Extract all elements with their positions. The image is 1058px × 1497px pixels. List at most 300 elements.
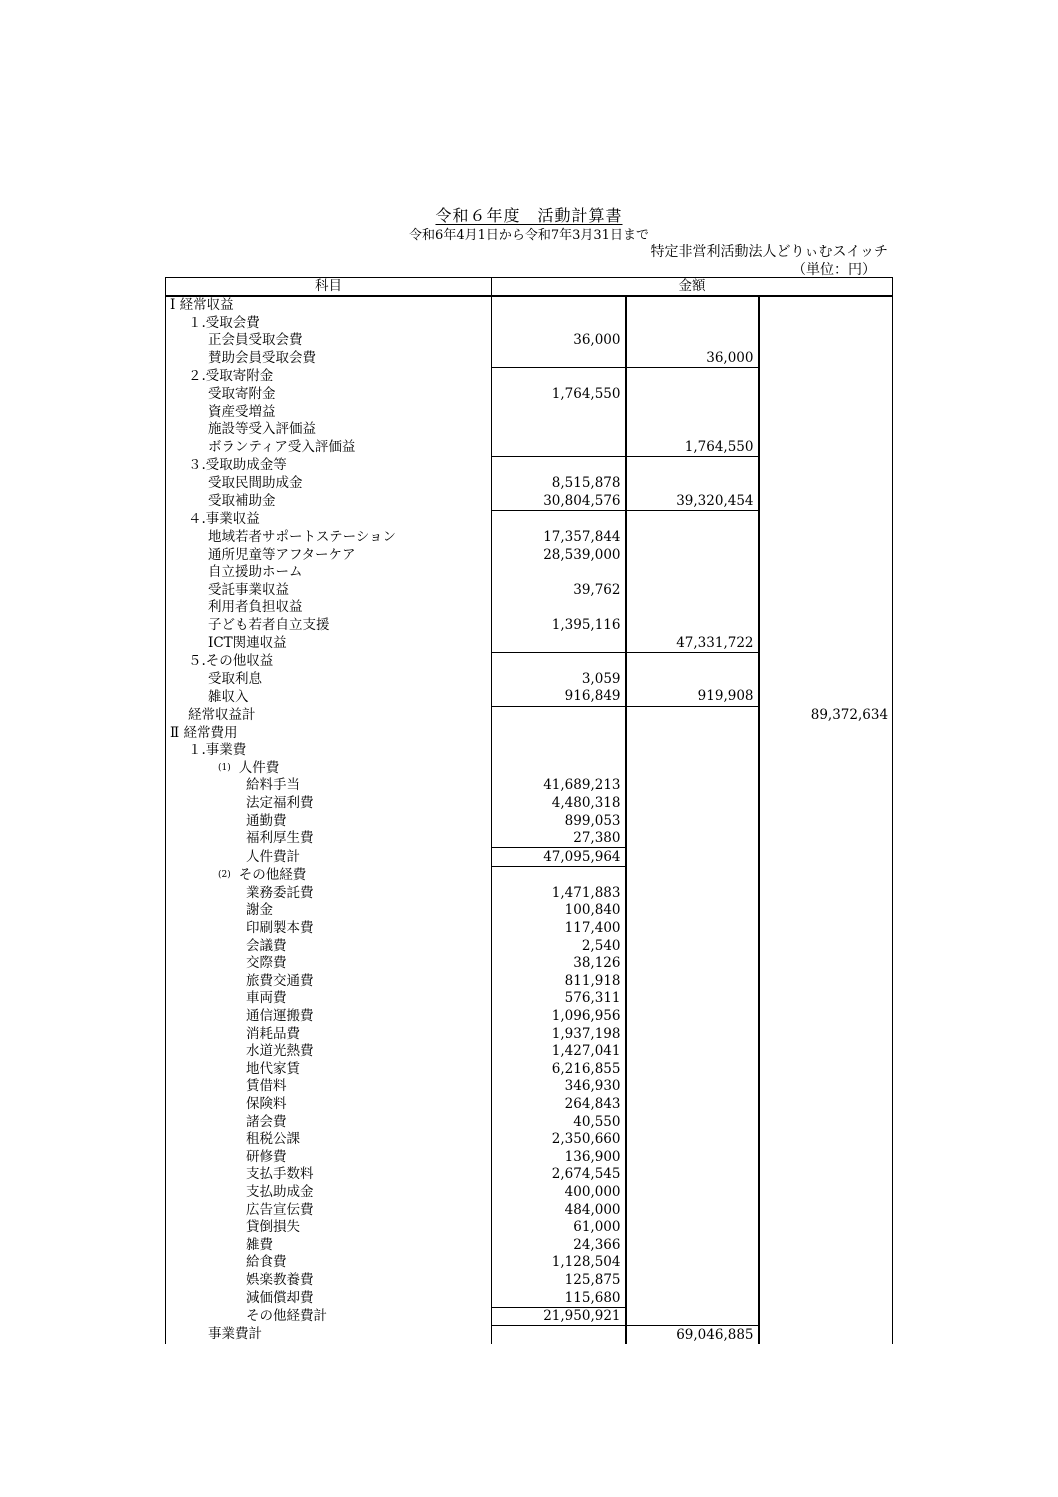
amount-col-2 — [626, 332, 759, 350]
row-subject — [166, 812, 492, 830]
row-label: 研修費 — [246, 1148, 287, 1165]
row-subject — [166, 1184, 492, 1202]
table-row — [166, 848, 893, 867]
amount-col-1 — [492, 599, 626, 617]
amount-col-1: 38,126 — [492, 955, 626, 973]
amount-col-3 — [759, 457, 893, 475]
row-label: Ⅱ 経常費用 — [170, 724, 238, 741]
amount-col-1: 61,000 — [492, 1219, 626, 1237]
table-row — [166, 617, 893, 635]
row-subject — [166, 848, 492, 867]
table-row — [166, 475, 893, 493]
row-label: 支払助成金 — [246, 1183, 314, 1200]
row-subject — [166, 1061, 492, 1079]
amount-col-1: 17,357,844 — [492, 529, 626, 547]
row-label: 通所児童等アフターケア — [208, 546, 356, 563]
table-row — [166, 973, 893, 991]
row-label: Ⅰ 経常収益 — [170, 297, 234, 314]
amount-col-1: 125,875 — [492, 1272, 626, 1290]
row-subject — [166, 421, 492, 439]
row-label: 給料手当 — [246, 777, 300, 794]
amount-col-2 — [626, 296, 759, 315]
table-row — [166, 990, 893, 1008]
amount-col-2 — [626, 812, 759, 830]
table-row — [166, 1025, 893, 1043]
amount-col-3 — [759, 439, 893, 457]
row-subject — [166, 1043, 492, 1061]
table-row — [166, 652, 893, 670]
amount-col-1: 100,840 — [492, 902, 626, 920]
table-row — [166, 1236, 893, 1254]
row-subject — [166, 795, 492, 813]
row-label: 交際費 — [246, 955, 287, 972]
table-row — [166, 795, 893, 813]
amount-col-3 — [759, 688, 893, 706]
amount-col-2 — [626, 990, 759, 1008]
amount-col-1: 28,539,000 — [492, 546, 626, 564]
row-label: 自立援助ホーム — [208, 564, 303, 581]
amount-col-3 — [759, 617, 893, 635]
row-subject — [166, 564, 492, 582]
amount-col-1 — [492, 867, 626, 885]
amount-col-2: 919,908 — [626, 688, 759, 706]
amount-col-3 — [759, 1201, 893, 1219]
table-row — [166, 582, 893, 600]
row-subject — [166, 1149, 492, 1167]
row-subject — [166, 885, 492, 903]
amount-col-3 — [759, 315, 893, 333]
amount-col-1: 1,471,883 — [492, 885, 626, 903]
amount-col-3 — [759, 830, 893, 848]
table-row — [166, 296, 893, 315]
amount-col-1 — [492, 634, 626, 652]
row-subject — [166, 1254, 492, 1272]
table-row — [166, 920, 893, 938]
amount-col-3 — [759, 742, 893, 760]
row-subject — [166, 688, 492, 706]
amount-col-1 — [492, 759, 626, 777]
row-label: 旅費交通費 — [246, 972, 314, 989]
amount-col-3 — [759, 493, 893, 511]
amount-col-2 — [626, 1219, 759, 1237]
amount-col-2 — [626, 404, 759, 422]
row-label: 通信運搬費 — [246, 1008, 314, 1025]
table-header-row — [166, 278, 893, 297]
amount-col-3 — [759, 920, 893, 938]
amount-col-3 — [759, 867, 893, 885]
amount-col-2 — [626, 617, 759, 635]
row-label: その他経費計 — [246, 1308, 327, 1325]
row-label: 娯楽教養費 — [246, 1271, 314, 1288]
amount-col-1 — [492, 350, 626, 368]
amount-col-2 — [626, 652, 759, 670]
row-label: 会議費 — [246, 937, 287, 954]
unit-label: （単位：円） — [792, 262, 876, 278]
amount-col-1: 4,480,318 — [492, 795, 626, 813]
row-subject — [166, 493, 492, 511]
row-subject — [166, 1326, 492, 1344]
table-row — [166, 724, 893, 742]
amount-col-1: 2,540 — [492, 937, 626, 955]
amount-col-2 — [626, 1254, 759, 1272]
table-row — [166, 1201, 893, 1219]
amount-col-2 — [626, 955, 759, 973]
amount-col-1: 1,427,041 — [492, 1043, 626, 1061]
amount-col-1 — [492, 724, 626, 742]
amount-col-2 — [626, 546, 759, 564]
amount-col-1: 2,350,660 — [492, 1131, 626, 1149]
row-label: 消耗品費 — [246, 1025, 300, 1042]
amount-col-1: 24,366 — [492, 1236, 626, 1254]
amount-col-1 — [492, 404, 626, 422]
row-label: 租税公課 — [246, 1131, 300, 1148]
table-row — [166, 368, 893, 386]
table-row — [166, 867, 893, 885]
amount-col-3 — [759, 421, 893, 439]
amount-col-3 — [759, 582, 893, 600]
amount-col-3 — [759, 777, 893, 795]
row-subject — [166, 724, 492, 742]
row-subject — [166, 546, 492, 564]
amount-col-2 — [626, 1131, 759, 1149]
row-subject — [166, 315, 492, 333]
amount-col-1: 39,762 — [492, 582, 626, 600]
amount-col-2: 39,320,454 — [626, 493, 759, 511]
statement-body — [166, 296, 893, 1344]
amount-col-2 — [626, 1272, 759, 1290]
amount-col-3 — [759, 1272, 893, 1290]
amount-col-3 — [759, 885, 893, 903]
row-subject — [166, 404, 492, 422]
amount-col-1: 899,053 — [492, 812, 626, 830]
row-label: 印刷製本費 — [246, 920, 314, 937]
row-subject — [166, 777, 492, 795]
table-row — [166, 1078, 893, 1096]
amount-col-1: 136,900 — [492, 1149, 626, 1167]
row-label: 人件費 — [238, 759, 280, 776]
table-row — [166, 1184, 893, 1202]
amount-col-2 — [626, 724, 759, 742]
table-row — [166, 386, 893, 404]
amount-col-2 — [626, 902, 759, 920]
amount-col-2 — [626, 706, 759, 724]
amount-col-2: 36,000 — [626, 350, 759, 368]
row-label: 子ども若者自立支援 — [208, 616, 330, 633]
row-subject — [166, 386, 492, 404]
table-row — [166, 937, 893, 955]
row-subject — [166, 670, 492, 688]
amount-col-3 — [759, 546, 893, 564]
amount-col-2 — [626, 1008, 759, 1026]
amount-col-2 — [626, 1166, 759, 1184]
amount-col-2 — [626, 973, 759, 991]
amount-col-3 — [759, 848, 893, 867]
amount-col-1 — [492, 706, 626, 724]
table-row — [166, 812, 893, 830]
amount-col-3 — [759, 350, 893, 368]
row-label: 法定福利費 — [246, 794, 314, 811]
row-subject — [166, 617, 492, 635]
row-label: ５.その他収益 — [188, 652, 274, 669]
table-row — [166, 1043, 893, 1061]
row-label: 地代家賃 — [246, 1060, 300, 1077]
table-row — [166, 599, 893, 617]
amount-col-1 — [492, 564, 626, 582]
row-subject — [166, 350, 492, 368]
amount-col-3 — [759, 812, 893, 830]
amount-column-header: 金額 — [492, 278, 893, 297]
amount-col-3 — [759, 1096, 893, 1114]
table-row — [166, 1307, 893, 1326]
amount-col-3 — [759, 1236, 893, 1254]
amount-col-1 — [492, 652, 626, 670]
table-row — [166, 742, 893, 760]
table-row — [166, 1149, 893, 1167]
amount-col-2 — [626, 1184, 759, 1202]
row-subject — [166, 742, 492, 760]
row-label: 受取寄附金 — [208, 386, 276, 403]
row-subject — [166, 902, 492, 920]
amount-col-2 — [626, 315, 759, 333]
row-label: 支払手数料 — [246, 1166, 314, 1183]
amount-col-2 — [626, 582, 759, 600]
amount-col-1: 576,311 — [492, 990, 626, 1008]
amount-col-3 — [759, 1254, 893, 1272]
amount-col-3 — [759, 652, 893, 670]
amount-col-3 — [759, 1078, 893, 1096]
amount-col-2: 69,046,885 — [626, 1326, 759, 1344]
row-label: １.受取会費 — [188, 314, 260, 331]
row-label: 地域若者サポートステーション — [208, 529, 397, 546]
amount-col-3 — [759, 599, 893, 617]
amount-col-3 — [759, 1149, 893, 1167]
row-subject — [166, 990, 492, 1008]
amount-col-3 — [759, 955, 893, 973]
amount-col-3 — [759, 368, 893, 386]
row-label: 事業費計 — [208, 1326, 262, 1343]
amount-col-2 — [626, 885, 759, 903]
table-row — [166, 634, 893, 652]
row-label: その他経費 — [238, 867, 307, 884]
amount-col-3 — [759, 1008, 893, 1026]
amount-col-2 — [626, 457, 759, 475]
amount-col-3 — [759, 902, 893, 920]
row-label: 利用者負担収益 — [208, 599, 303, 616]
amount-col-1: 27,380 — [492, 830, 626, 848]
row-subject — [166, 1008, 492, 1026]
row-label: 正会員受取会費 — [208, 332, 303, 349]
row-label: ４.事業収益 — [188, 511, 260, 528]
amount-col-2 — [626, 529, 759, 547]
row-subject — [166, 759, 492, 777]
row-subject — [166, 599, 492, 617]
table-row — [166, 1113, 893, 1131]
amount-col-1: 916,849 — [492, 688, 626, 706]
row-subject — [166, 1166, 492, 1184]
row-subject — [166, 1201, 492, 1219]
table-row — [166, 511, 893, 529]
amount-col-1: 2,674,545 — [492, 1166, 626, 1184]
table-row — [166, 688, 893, 706]
row-subject — [166, 830, 492, 848]
amount-col-2 — [626, 795, 759, 813]
row-label: ICT関連収益 — [208, 634, 287, 651]
amount-col-3 — [759, 1184, 893, 1202]
row-subject — [166, 457, 492, 475]
table-row — [166, 350, 893, 368]
row-label: 貸倒損失 — [246, 1219, 300, 1236]
amount-col-3 — [759, 1289, 893, 1307]
row-subject — [166, 937, 492, 955]
row-subject — [166, 706, 492, 724]
row-label: 資産受増益 — [208, 403, 276, 420]
amount-col-2 — [626, 830, 759, 848]
table-row — [166, 1166, 893, 1184]
amount-col-1 — [492, 457, 626, 475]
row-label: 給食費 — [246, 1254, 287, 1271]
table-row — [166, 1061, 893, 1079]
amount-col-1: 115,680 — [492, 1289, 626, 1307]
amount-col-1 — [492, 315, 626, 333]
row-label: 人件費計 — [246, 848, 300, 865]
amount-col-1: 47,095,964 — [492, 848, 626, 867]
amount-col-3 — [759, 1131, 893, 1149]
row-subject — [166, 955, 492, 973]
amount-col-2 — [626, 1025, 759, 1043]
amount-col-1: 6,216,855 — [492, 1061, 626, 1079]
row-label: 福利厚生費 — [246, 830, 314, 847]
amount-col-2 — [626, 848, 759, 867]
amount-col-3 — [759, 1061, 893, 1079]
row-label: 受託事業収益 — [208, 581, 289, 598]
amount-col-3 — [759, 511, 893, 529]
amount-col-3: 89,372,634 — [759, 706, 893, 724]
amount-col-2 — [626, 1113, 759, 1131]
amount-col-1: 1,395,116 — [492, 617, 626, 635]
table-row — [166, 1008, 893, 1026]
row-label: 受取利息 — [208, 670, 262, 687]
table-row — [166, 546, 893, 564]
amount-col-3 — [759, 973, 893, 991]
subsection-marker: (1) — [218, 762, 231, 773]
row-subject — [166, 296, 492, 315]
amount-col-1: 30,804,576 — [492, 493, 626, 511]
row-label: 経常収益計 — [188, 706, 256, 723]
row-subject — [166, 439, 492, 457]
table-row — [166, 670, 893, 688]
row-label: 通勤費 — [246, 812, 287, 829]
amount-col-1: 41,689,213 — [492, 777, 626, 795]
table-row — [166, 1326, 893, 1344]
amount-col-3 — [759, 386, 893, 404]
amount-col-3 — [759, 404, 893, 422]
table-row — [166, 529, 893, 547]
row-subject — [166, 332, 492, 350]
amount-col-2 — [626, 564, 759, 582]
amount-col-1: 346,930 — [492, 1078, 626, 1096]
amount-col-1 — [492, 439, 626, 457]
table-row — [166, 1254, 893, 1272]
subject-column-header: 科目 — [166, 278, 492, 297]
table-row — [166, 439, 893, 457]
amount-col-2 — [626, 475, 759, 493]
amount-col-3 — [759, 1326, 893, 1344]
row-label: ３.受取助成金等 — [188, 457, 287, 474]
amount-col-3 — [759, 1307, 893, 1326]
amount-col-1: 400,000 — [492, 1184, 626, 1202]
row-subject — [166, 1236, 492, 1254]
amount-col-2 — [626, 421, 759, 439]
row-label: ２.受取寄附金 — [188, 368, 274, 385]
row-label: 減価償却費 — [246, 1289, 314, 1306]
amount-col-2 — [626, 386, 759, 404]
fiscal-period: 令和6年4月1日から令和7年3月31日まで — [409, 228, 649, 243]
amount-col-2 — [626, 937, 759, 955]
row-label: 広告宣伝費 — [246, 1201, 314, 1218]
row-subject — [166, 1272, 492, 1290]
row-label: 謝金 — [246, 902, 273, 919]
table-row — [166, 706, 893, 724]
amount-col-2 — [626, 920, 759, 938]
row-subject — [166, 1096, 492, 1114]
row-label: 受取補助金 — [208, 493, 276, 510]
amount-col-3 — [759, 1166, 893, 1184]
amount-col-1 — [492, 742, 626, 760]
amount-col-3 — [759, 670, 893, 688]
table-row — [166, 1272, 893, 1290]
amount-col-1: 1,128,504 — [492, 1254, 626, 1272]
organization-name: 特定非営利活動法人どりぃむスイッチ — [650, 244, 888, 260]
amount-col-3 — [759, 1113, 893, 1131]
amount-col-1: 1,764,550 — [492, 386, 626, 404]
row-subject — [166, 1078, 492, 1096]
row-subject — [166, 1219, 492, 1237]
row-label: 雑費 — [246, 1236, 273, 1253]
row-subject — [166, 511, 492, 529]
row-label: 水道光熱費 — [246, 1043, 314, 1060]
amount-col-1 — [492, 421, 626, 439]
table-row — [166, 759, 893, 777]
table-row — [166, 457, 893, 475]
amount-col-1: 264,843 — [492, 1096, 626, 1114]
activity-statement-table — [165, 277, 893, 1344]
document-title: 令和６年度 活動計算書 — [435, 206, 623, 225]
table-row — [166, 315, 893, 333]
amount-col-1 — [492, 511, 626, 529]
amount-col-1: 1,937,198 — [492, 1025, 626, 1043]
amount-col-2 — [626, 1061, 759, 1079]
amount-col-2 — [626, 1149, 759, 1167]
table-row — [166, 777, 893, 795]
row-label: 施設等受入評価益 — [208, 421, 316, 438]
amount-col-2 — [626, 1078, 759, 1096]
amount-col-2 — [626, 368, 759, 386]
amount-col-3 — [759, 795, 893, 813]
table-row — [166, 1219, 893, 1237]
amount-col-2 — [626, 511, 759, 529]
amount-col-1: 1,096,956 — [492, 1008, 626, 1026]
amount-col-1 — [492, 1326, 626, 1344]
amount-col-1: 8,515,878 — [492, 475, 626, 493]
amount-col-3 — [759, 1025, 893, 1043]
amount-col-2 — [626, 759, 759, 777]
amount-col-2 — [626, 867, 759, 885]
table-row — [166, 421, 893, 439]
amount-col-3 — [759, 475, 893, 493]
amount-col-2 — [626, 670, 759, 688]
amount-col-2: 1,764,550 — [626, 439, 759, 457]
amount-col-1: 484,000 — [492, 1201, 626, 1219]
